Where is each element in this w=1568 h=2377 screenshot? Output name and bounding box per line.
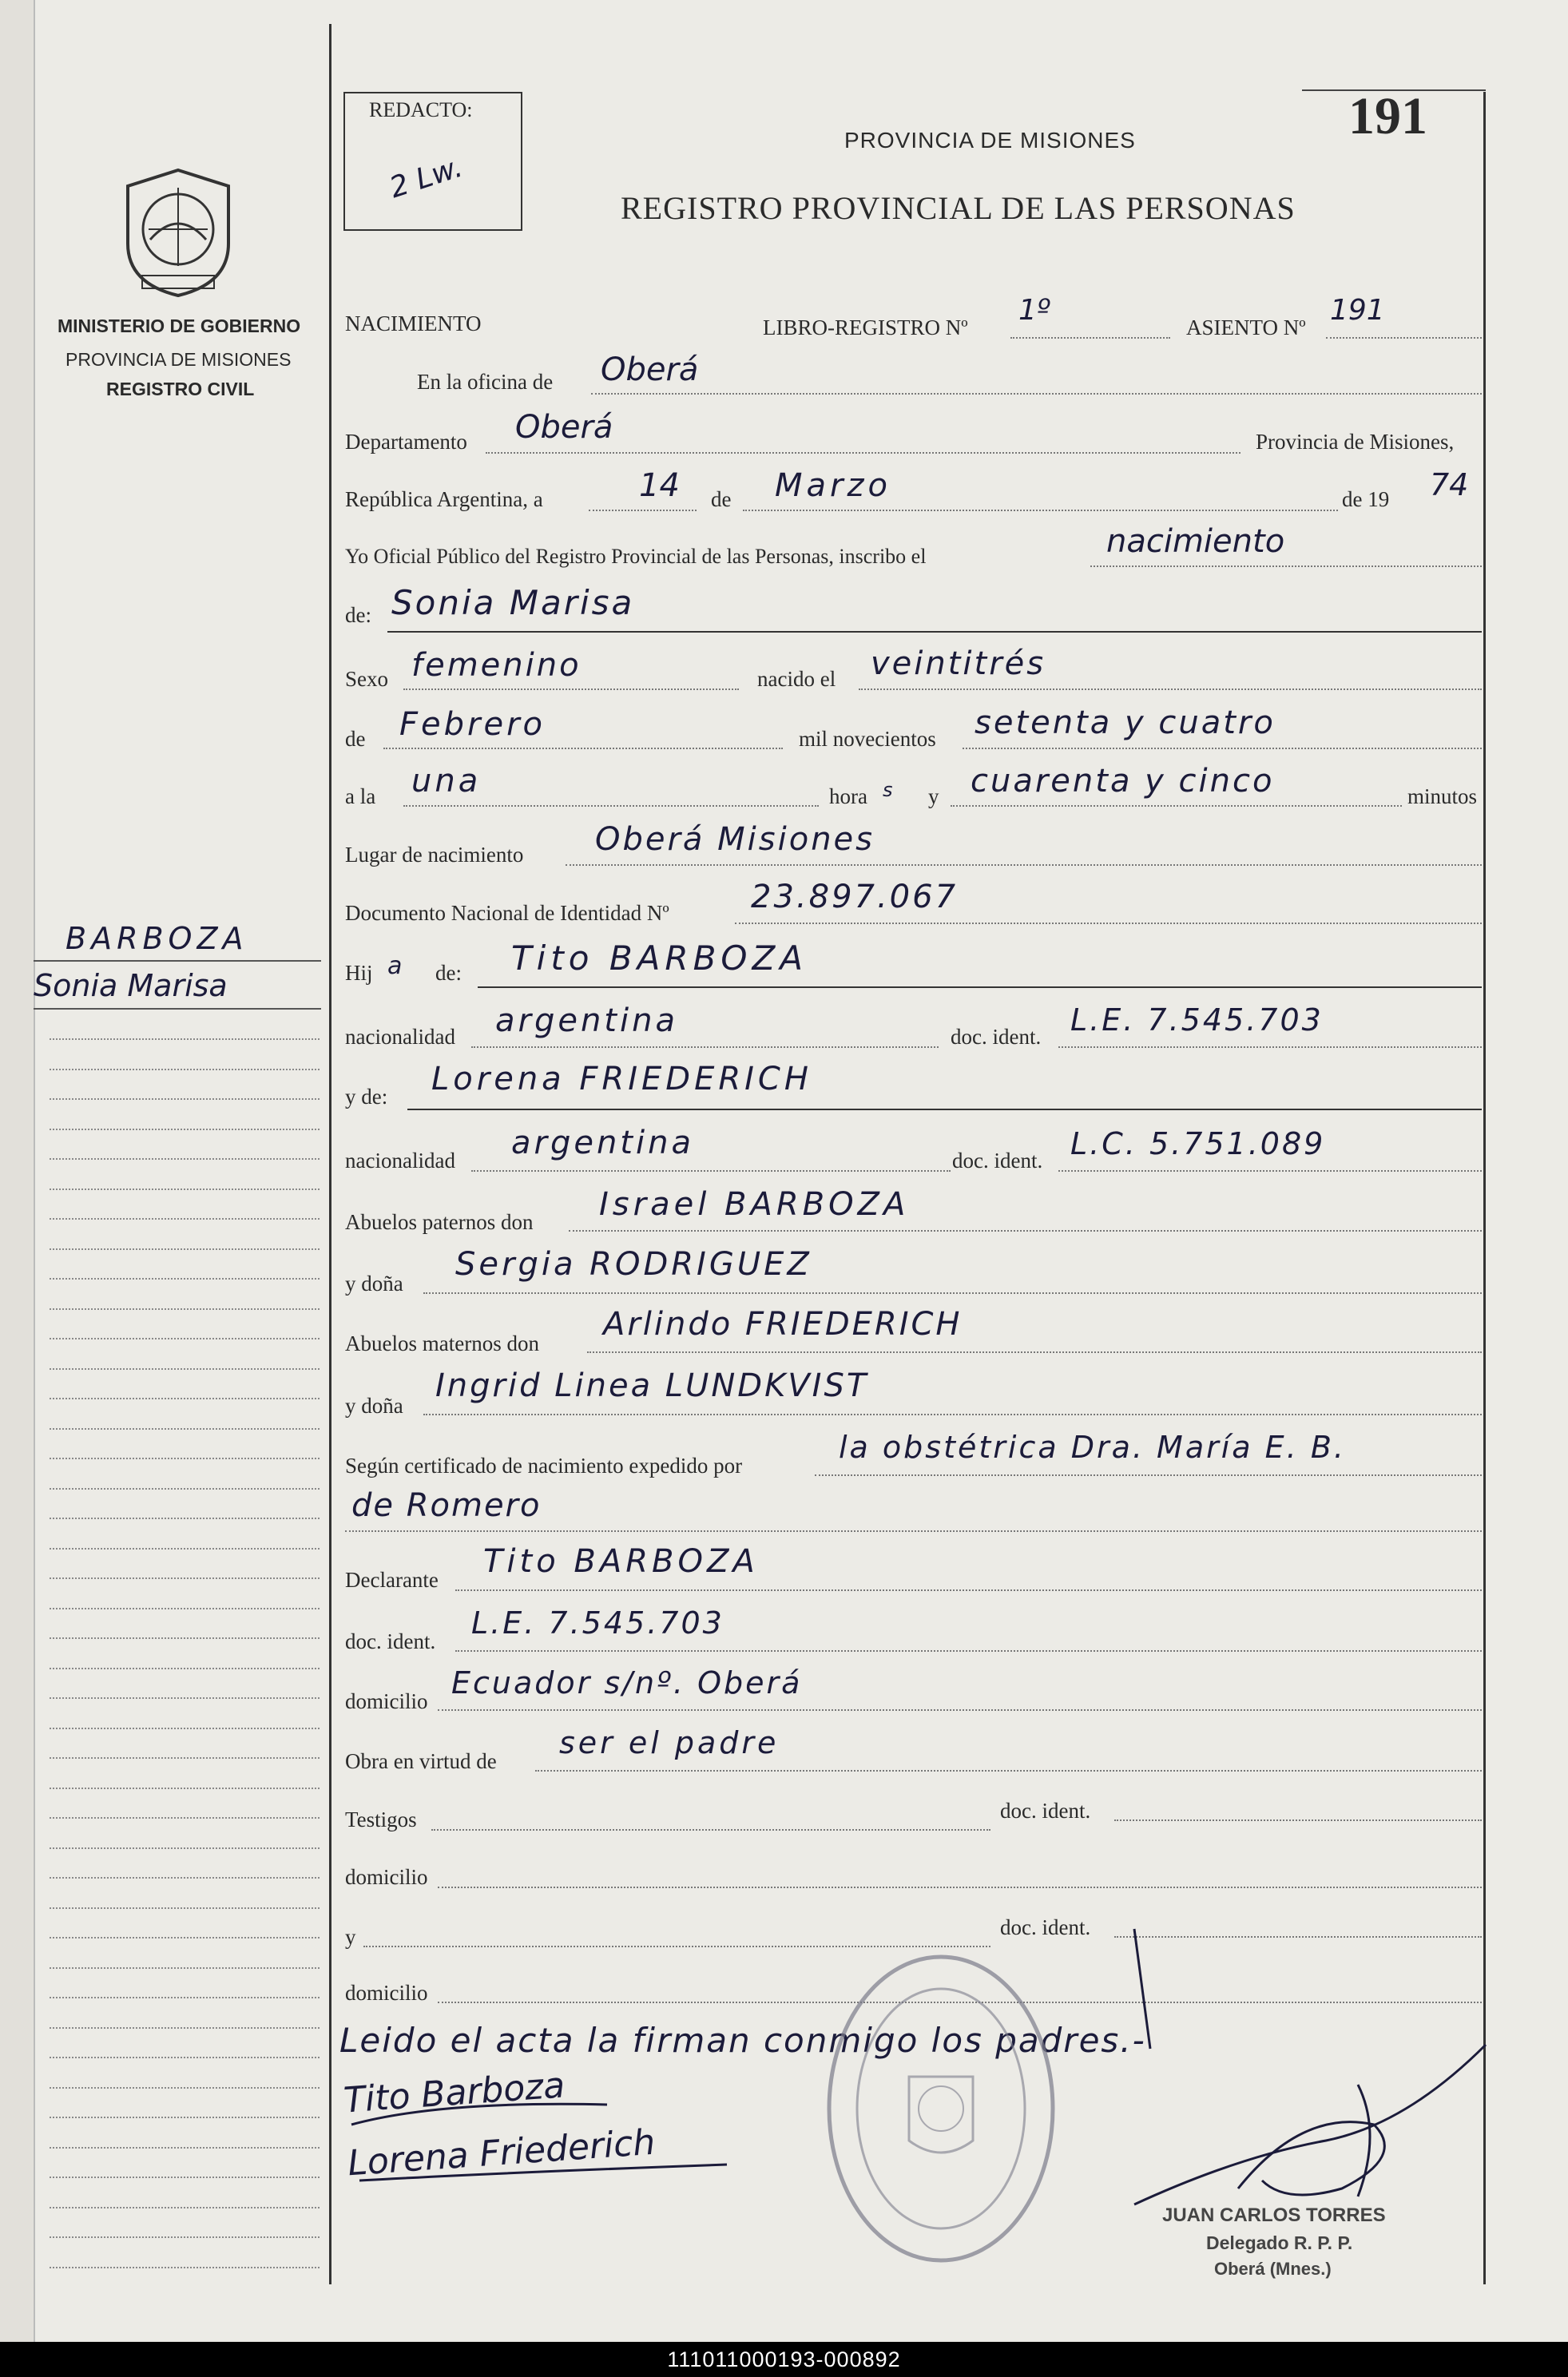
sidebar-ruled-line xyxy=(50,1428,320,1430)
sidebar-province-label: PROVINCIA DE MISIONES xyxy=(65,349,292,370)
decl-doc-label: doc. ident. xyxy=(345,1629,436,1653)
oficial-label: Yo Oficial Público del Registro Provincial de las Personas, inscribo el xyxy=(345,545,927,568)
sidebar-ruled-line xyxy=(50,1668,320,1669)
dni-value: 23.897.067 xyxy=(751,879,959,915)
sidebar-ruled-line xyxy=(50,2267,320,2268)
sidebar-ruled-line xyxy=(50,1368,320,1370)
libro-value: 1º xyxy=(1018,294,1050,327)
test2-dom-label: domicilio xyxy=(345,1981,428,2005)
sidebar-name-rule-2 xyxy=(34,1008,321,1010)
sidebar-ruled-line xyxy=(50,1577,320,1579)
ap-label: Abuelos paternos don xyxy=(345,1210,534,1234)
sidebar-ruled-line xyxy=(50,2236,320,2238)
y2-dotline xyxy=(363,1946,990,1947)
sidebar-ruled-line xyxy=(50,1608,320,1609)
province-heading: PROVINCIA DE MISIONES xyxy=(844,128,1136,153)
mother-signature: Lorena Friederich xyxy=(346,2121,657,2185)
sidebar-ruled-line xyxy=(50,1788,320,1789)
child-name-value: Sonia Marisa xyxy=(391,583,635,622)
declarante-dotline xyxy=(455,1589,1482,1591)
sidebar-ruled-line xyxy=(50,1937,320,1939)
oficina-label: En la oficina de xyxy=(417,370,554,394)
sidebar-ruled-line xyxy=(50,2207,320,2208)
mil-value: setenta y cuatro xyxy=(975,704,1276,741)
ap-dotline xyxy=(569,1230,1482,1232)
dni-dotline xyxy=(735,923,1482,924)
sidebar-ruled-line xyxy=(50,2027,320,2029)
redacto-box xyxy=(343,92,522,231)
doc1-dotline xyxy=(1058,1046,1482,1048)
sidebar-ruled-line xyxy=(50,1637,320,1639)
year-label: de 19 xyxy=(1342,487,1390,511)
father-underline xyxy=(478,986,1482,988)
registro-civil-label: REGISTRO CIVIL xyxy=(106,379,255,399)
test-dom-dotline xyxy=(438,1887,1482,1888)
nac2-label: nacionalidad xyxy=(345,1149,455,1173)
declarante-label: Declarante xyxy=(345,1568,439,1592)
sidebar-ruled-line xyxy=(50,1218,320,1220)
nac1-dotline xyxy=(471,1046,939,1048)
left-margin-rule xyxy=(329,24,331,2284)
hij-label: Hij xyxy=(345,961,373,985)
dni-label: Documento Nacional de Identidad Nº xyxy=(345,901,669,925)
cert-value-2: de Romero xyxy=(351,1487,542,1524)
domicilio-label: domicilio xyxy=(345,1689,428,1713)
y2-label: y xyxy=(345,1925,356,1949)
de-label: de xyxy=(711,487,732,511)
sidebar-ruled-line xyxy=(50,1907,320,1909)
parent-signature-flourish xyxy=(343,2069,743,2196)
sidebar-ruled-line xyxy=(50,2057,320,2058)
sidebar-name-rule xyxy=(34,960,321,962)
ydona1-dotline xyxy=(423,1292,1482,1294)
sidebar-ruled-line xyxy=(50,1188,320,1190)
sidebar-ruled-line xyxy=(50,1278,320,1280)
redacto-label: REDACTO: xyxy=(369,98,473,121)
minutes-value: cuarenta y cinco xyxy=(971,763,1275,800)
registry-heading: REGISTRO PROVINCIAL DE LAS PERSONAS xyxy=(621,190,1296,226)
sidebar-ruled-line xyxy=(50,1158,320,1160)
birth-month-dotline xyxy=(383,748,783,749)
nacido-value: veintitrés xyxy=(871,645,1046,682)
test-dom-label: domicilio xyxy=(345,1865,428,1889)
am-label: Abuelos maternos don xyxy=(345,1331,539,1355)
test2-doc-dotline xyxy=(1114,1936,1482,1938)
ap-value: Israel BARBOZA xyxy=(599,1186,910,1223)
decl-doc-dotline xyxy=(455,1650,1482,1652)
sidebar-ruled-line xyxy=(50,1488,320,1490)
sidebar-ruled-line xyxy=(50,1069,320,1070)
sidebar-surname: BARBOZA xyxy=(65,921,248,956)
sidebar-ruled-line xyxy=(50,2177,320,2178)
inscribo-value: nacimiento xyxy=(1106,523,1285,560)
domicilio-dotline xyxy=(438,1709,1482,1711)
hij-suffix: a xyxy=(387,952,403,980)
testigos-dotline xyxy=(431,1829,990,1831)
ydona1-value: Sergia RODRIGUEZ xyxy=(455,1246,812,1283)
hour-value: una xyxy=(411,763,482,800)
y-label: y xyxy=(928,784,939,808)
cert-value-1: la obstétrica Dra. María E. B. xyxy=(839,1430,1346,1465)
test-doc-dotline xyxy=(1114,1819,1482,1821)
obra-dotline xyxy=(535,1770,1482,1772)
mil-dotline xyxy=(963,748,1482,749)
province-seal-icon xyxy=(118,164,238,300)
declarante-value: Tito BARBOZA xyxy=(483,1543,759,1580)
birth-month-value: Febrero xyxy=(399,706,546,743)
sidebar-ruled-line xyxy=(50,1248,320,1250)
oficina-dotline xyxy=(591,393,1482,395)
sidebar-ruled-line xyxy=(50,1458,320,1459)
mother-value: Lorena FRIEDERICH xyxy=(431,1061,812,1097)
libro-dotline xyxy=(1010,337,1170,339)
am-value: Arlindo FRIEDERICH xyxy=(603,1306,963,1343)
oficina-value: Oberá xyxy=(601,351,699,388)
lugar-label: Lugar de nacimiento xyxy=(345,843,524,867)
ydona2-value: Ingrid Linea LUNDKVIST xyxy=(435,1367,869,1404)
sidebar-ruled-line xyxy=(50,2087,320,2089)
mil-label: mil novecientos xyxy=(799,727,936,751)
ministry-label: MINISTERIO DE GOBIERNO xyxy=(58,315,301,336)
doc2-label: doc. ident. xyxy=(952,1149,1043,1173)
testigos-label: Testigos xyxy=(345,1808,417,1831)
departamento-dotline xyxy=(486,452,1241,454)
nac2-dotline xyxy=(471,1170,951,1172)
provincia-suffix: Provincia de Misiones, xyxy=(1256,430,1455,454)
hora-label: hora xyxy=(829,784,867,808)
republica-label: República Argentina, a xyxy=(345,487,543,511)
obra-value: ser el padre xyxy=(559,1725,780,1760)
sidebar-ruled-line xyxy=(50,1548,320,1550)
ydona1-label: y doña xyxy=(345,1272,403,1296)
father-signature: Tito Barboza xyxy=(342,2065,566,2121)
doc1-label: doc. ident. xyxy=(951,1025,1042,1049)
hij-de-label: de: xyxy=(435,961,462,985)
record-type: NACIMIENTO xyxy=(345,312,482,335)
day-dotline xyxy=(589,510,697,511)
cert2-dotline xyxy=(345,1530,1482,1532)
sexo-value: femenino xyxy=(411,647,582,684)
cert-dotline xyxy=(815,1474,1482,1476)
sidebar-ruled-line xyxy=(50,1697,320,1699)
sidebar-ruled-line xyxy=(50,1997,320,1998)
lugar-dotline xyxy=(566,864,1482,866)
sidebar-ruled-line xyxy=(50,1398,320,1399)
page-number: 191 xyxy=(1348,87,1427,145)
right-margin-rule xyxy=(1483,92,1486,2284)
libro-label: LIBRO-REGISTRO Nº xyxy=(763,315,968,339)
official-signature-icon xyxy=(1118,2037,1494,2228)
sidebar-ruled-line xyxy=(50,1847,320,1849)
departamento-value: Oberá xyxy=(515,409,613,446)
day-value: 14 xyxy=(639,467,680,504)
nacido-dotline xyxy=(859,688,1482,690)
am-dotline xyxy=(587,1351,1482,1353)
official-stamp-icon xyxy=(821,1949,1061,2268)
official-name: JUAN CARLOS TORRES xyxy=(1162,2204,1386,2226)
pen-stroke xyxy=(1118,1925,1166,2053)
departamento-label: Departamento xyxy=(345,430,467,454)
minutos-label: minutos xyxy=(1407,784,1478,808)
decl-doc-value: L.E. 7.545.703 xyxy=(471,1605,724,1641)
de-colon-label: de: xyxy=(345,603,371,627)
domicilio-value: Ecuador s/nº. Oberá xyxy=(451,1665,803,1700)
nac2-value: argentina xyxy=(511,1125,694,1161)
name-underline xyxy=(387,631,1482,633)
sidebar-given-names: Sonia Marisa xyxy=(34,968,228,1003)
sidebar-ruled-line xyxy=(50,1877,320,1879)
sexo-dotline xyxy=(403,688,739,690)
doc1-value: L.E. 7.545.703 xyxy=(1070,1002,1324,1038)
sexo-label: Sexo xyxy=(345,667,388,691)
nac1-value: argentina xyxy=(495,1002,678,1039)
official-place: Oberá (Mnes.) xyxy=(1214,2259,1332,2279)
cert-label: Según certificado de nacimiento expedido por xyxy=(345,1454,743,1478)
month-value: Marzo xyxy=(775,467,891,504)
father-value: Tito BARBOZA xyxy=(511,938,808,978)
minutes-dotline xyxy=(951,805,1402,807)
closing-statement: Leido el acta la firman conmigo los padres.- xyxy=(339,2021,1146,2060)
sidebar-ruled-line xyxy=(50,1038,320,1040)
ala-label: a la xyxy=(345,784,376,808)
nac1-label: nacionalidad xyxy=(345,1025,455,1049)
month-dotline xyxy=(743,510,1338,511)
official-title: Delegado R. P. P. xyxy=(1206,2232,1353,2253)
sidebar-ruled-line xyxy=(50,1817,320,1819)
asiento-dotline xyxy=(1326,337,1482,339)
ydona2-label: y doña xyxy=(345,1394,403,1418)
redacto-value: 2 Lw. xyxy=(385,150,467,205)
sidebar-ruled-line xyxy=(50,1129,320,1130)
yde-label: y de: xyxy=(345,1085,388,1109)
obra-label: Obra en virtud de xyxy=(345,1749,497,1773)
sidebar-ruled-line xyxy=(50,1728,320,1729)
ydona2-dotline xyxy=(423,1414,1482,1415)
doc2-value: L.C. 5.751.089 xyxy=(1070,1126,1326,1161)
hour-dotline xyxy=(403,805,819,807)
mother-underline xyxy=(407,1109,1482,1110)
hora-s: s xyxy=(883,779,893,801)
sidebar-ruled-line xyxy=(50,1757,320,1759)
sidebar-ruled-line xyxy=(50,1518,320,1519)
sidebar-ruled-line xyxy=(50,1967,320,1969)
de2-label: de xyxy=(345,727,366,751)
sidebar-ruled-line xyxy=(50,1338,320,1339)
page-edge xyxy=(0,0,35,2342)
sidebar-ruled-line xyxy=(50,1308,320,1310)
nacido-label: nacido el xyxy=(757,667,836,691)
doc2-dotline xyxy=(1058,1170,1482,1172)
year-value: 74 xyxy=(1430,467,1469,502)
inscribo-dotline xyxy=(1090,565,1482,567)
test2-doc-label: doc. ident. xyxy=(1000,1915,1091,1939)
test-doc-label: doc. ident. xyxy=(1000,1799,1091,1823)
asiento-label: ASIENTO Nº xyxy=(1186,315,1306,339)
asiento-value: 191 xyxy=(1330,294,1385,327)
image-code-bar: 111011000193-000892 xyxy=(0,2342,1568,2377)
sidebar-ruled-line xyxy=(50,1098,320,1100)
lugar-value: Oberá Misiones xyxy=(595,821,875,858)
sidebar-ruled-line xyxy=(50,2117,320,2118)
sidebar-ruled-line xyxy=(50,2147,320,2149)
